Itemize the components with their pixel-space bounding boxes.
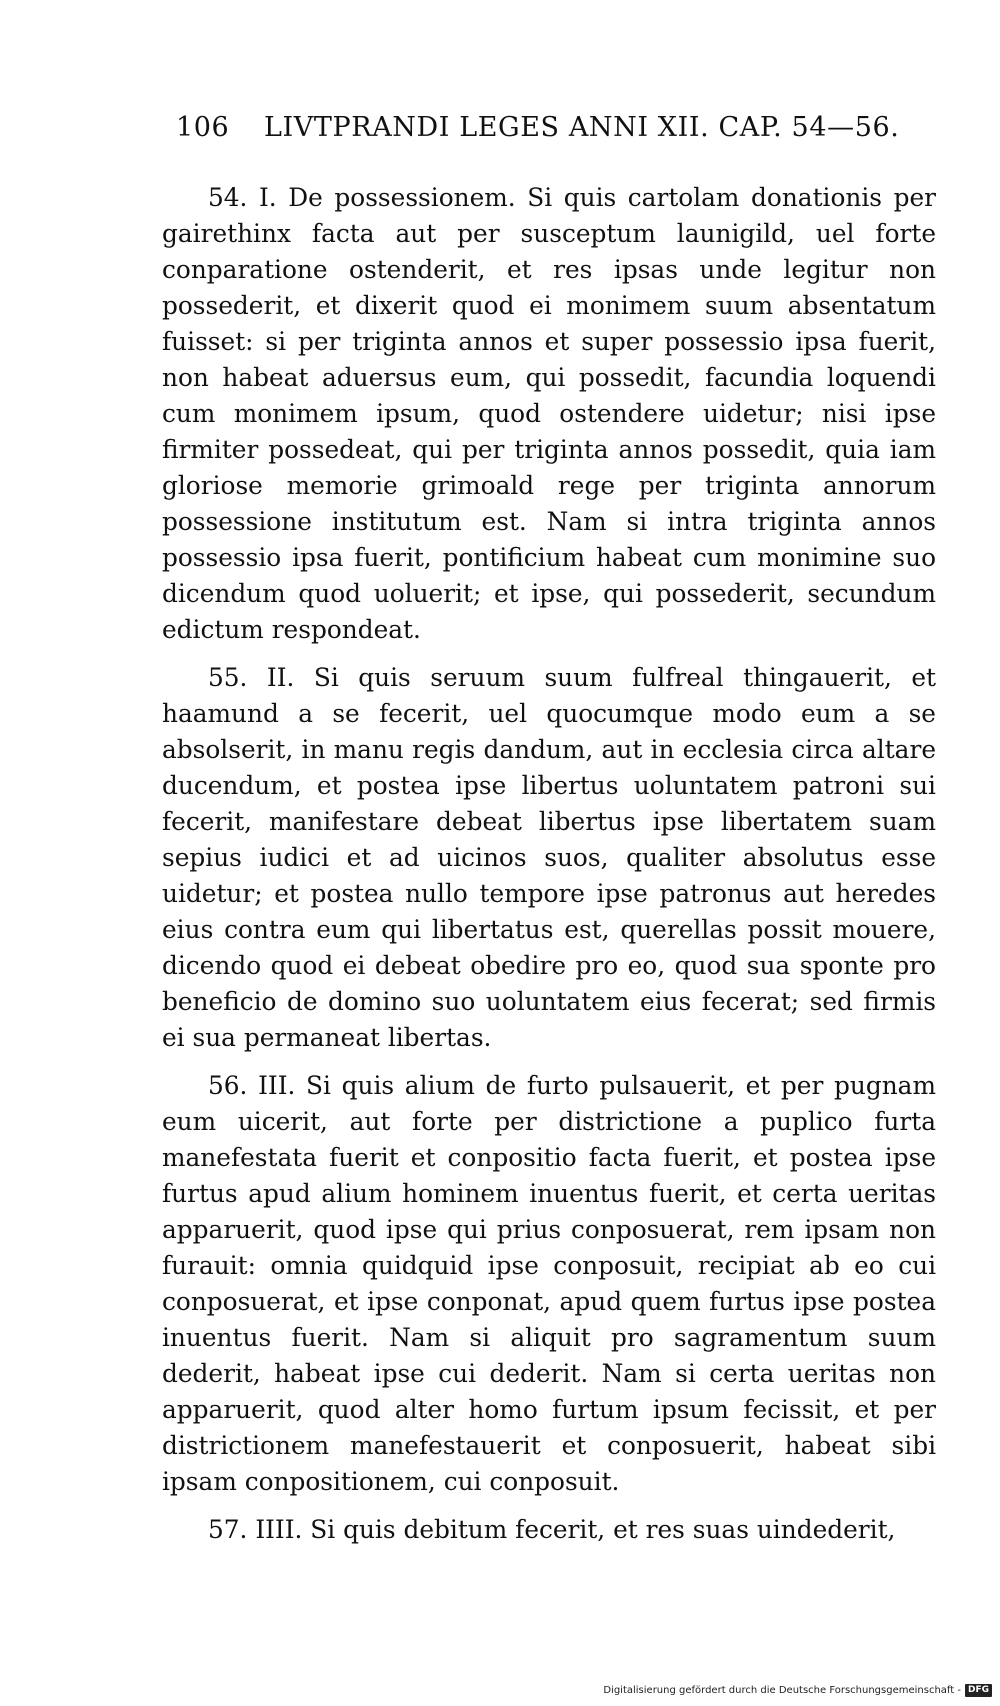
- section-number: 55. II.: [208, 663, 295, 692]
- running-head: LIVTPRANDI LEGES ANNI XII. CAP. 54—56.: [264, 112, 900, 143]
- section-text: Si quis debitum fecerit, et res suas uindederit,: [310, 1515, 896, 1544]
- section-number: 54. I.: [208, 183, 277, 212]
- section-text: Si quis seruum suum fulfreal thingauerit, et haamund a se fecerit, uel quocumque modo eum a se absolserit, in manu regis dandum, aut in ecclesia circa altare ducendum, et postea ipse libertus uoluntatem patroni sui fecerit, manifestare debeat libertus ipse libertatem suam sepius iudici et ad uicinos suos, qualiter absolutus esse uidetur; et postea nullo tempore ipse patronus aut heredes eius contra eum qui libertatus est, querellas possit mouere, dicendo quod ei debeat obedire pro eo, quod sua sponte pro beneficio de domino suo uoluntatem eius fecerat; sed firmis ei sua permaneat libertas.: [162, 663, 936, 1052]
- section-text: De possessionem. Si quis cartolam donationis per gairethinx facta aut per susceptum launigild, uel forte conparatione ostenderit, et res ipsas unde legitur non possederit, et dixerit quod ei monimem suum absentatum fuisset: si per triginta annos et super possessio ipsa fuerit, non habeat aduersus eum, qui possedit, facundia loquendi cum monimem ipsum, quod ostendere uidetur; nisi ipse firmiter possedeat, qui per triginta annos possedit, quia iam gloriose memorie grimoald rege per triginta annorum possessione institutum est. Nam si intra triginta annos possessio ipsa fuerit, pontificium habeat cum monimine suo dicendum quod uoluerit; et ipse, qui possederit, secundum edictum respondeat.: [162, 183, 936, 644]
- law-section-57: [162, 1512, 936, 1548]
- digitization-credit: [603, 1682, 992, 1700]
- body-text: [162, 180, 936, 1560]
- section-number: 57. IIII.: [208, 1515, 303, 1544]
- page-header: [176, 112, 936, 152]
- law-section-55: [162, 660, 936, 1056]
- page-number: 106: [176, 112, 230, 143]
- section-number: 56. III.: [208, 1071, 296, 1100]
- credit-text: Digitalisierung gefördert durch die Deutsche Forschungsgemeinschaft -: [603, 1685, 961, 1696]
- dfg-logo: DFG: [965, 1684, 992, 1697]
- law-section-56: [162, 1068, 936, 1500]
- law-section-54: [162, 180, 936, 648]
- section-text: Si quis alium de furto pulsauerit, et per pugnam eum uicerit, aut forte per districtione a puplico furta manefestata fuerit et conpositio facta fuerit, et postea ipse furtus apud alium hominem inuentus fuerit, et certa ueritas apparuerit, quod ipse qui prius conposuerat, rem ipsam non furauit: omnia quidquid ipse conposuit, recipiat ab eo cui conposuerat, et ipse conponat, apud quem furtus ipse postea inuentus fuerit. Nam si aliquit pro sagramentum suum dederit, habeat ipse cui dederit. Nam si certa ueritas non apparuerit, quod alter homo furtum ipsum fecissit, et per districtionem manefestauerit et conposuerit, habeat sibi ipsam conpositionem, cui conposuit.: [162, 1071, 936, 1496]
